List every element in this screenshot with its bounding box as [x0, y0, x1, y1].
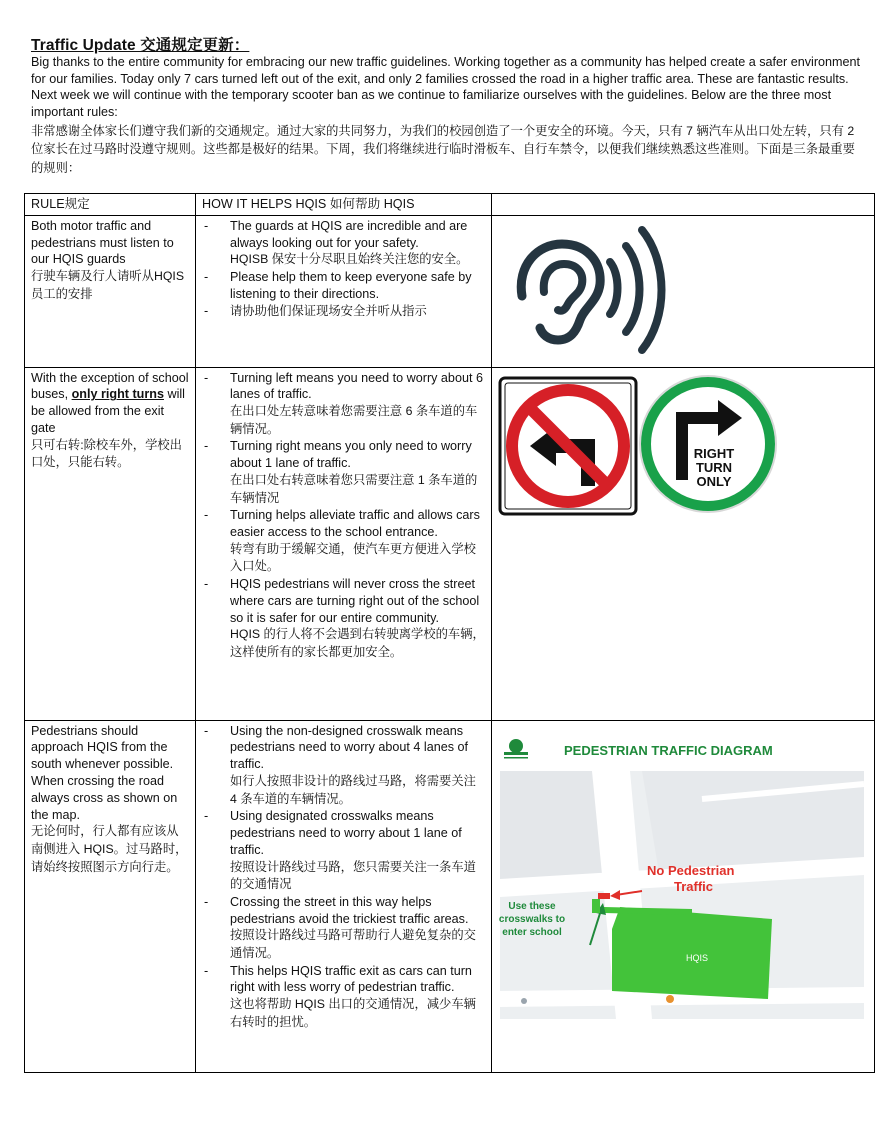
benefit-english: - Turning left means you need to worry about 6 lanes of traffic.	[230, 370, 483, 402]
image-cell	[492, 367, 875, 720]
benefit-chinese: 在出口处右转意味着您只需要注意 1 条车道的车辆情况	[230, 472, 478, 505]
benefit-item	[202, 507, 485, 576]
rules-table	[24, 193, 875, 1073]
traffic-signs	[492, 368, 782, 518]
image-cell	[492, 215, 875, 367]
benefit-english: - Turning helps alleviate traffic and allows cars easier access to the school entrance.	[230, 508, 480, 539]
benefit-english: - Turning right means you only need to worry about 1 lane of traffic.	[230, 439, 472, 471]
map-hqis-label: HQIS	[685, 952, 709, 963]
intro-chinese: 非常感谢全体家长们遵守我们新的交通规定。通过大家的共同努力，为我们的校园创造了一个更安全的环境。今天，只有 7 辆汽车从出口处左转，只有 2 位家长在过马路时没遵守规则。这些都是极好的结果。下周，我们将继续进行临时滑板车、自行车禁令，以便我们继续熟悉这些准则。下面是三条最重要的规则：	[31, 123, 855, 175]
right-turn-only-sign	[640, 376, 776, 512]
benefit-chinese: - 请协助他们保证现场安全并听从指示	[230, 303, 427, 318]
intro-english: Big thanks to the entire community for embracing our new traffic guidelines. Working together as a community has helped create a safer environment for our families. Today only 7 cars turned left out of the exit, and only 2 families crossed the road in a higher traffic area. These are fantastic results. Next week we will continue with the temporary scooter ban as we continue to familiarize ourselves with the guidelines. Below are the three most important rules:	[31, 55, 861, 120]
sign-text-only: ONLY	[696, 473, 732, 489]
rule-cell	[25, 215, 196, 367]
sign-text-right: RIGHT	[693, 445, 735, 461]
benefit-item	[202, 269, 485, 303]
map-crosswalk-note-1: Use these	[508, 900, 556, 912]
benefit-english: - The guards at HQIS are incredible and are always looking out for your safety.	[230, 218, 468, 250]
rule-emphasis: only right turns	[71, 387, 164, 402]
rule-chinese: 行驶车辆及行人请听从HQIS员工的安排	[31, 269, 185, 301]
benefit-item	[202, 723, 485, 809]
benefit-chinese: 如行人按照非设计的路线过马路，将需要关注 4 条车道的车辆情况。	[230, 773, 476, 806]
benefit-cell	[196, 367, 492, 720]
benefit-english: - This helps HQIS traffic exit as cars can turn right with less worry of pedestrian traffic.	[230, 963, 472, 995]
map-crosswalk-note-2: crosswalks to	[498, 913, 566, 925]
table-row	[25, 367, 875, 720]
benefit-english: - Using designated crosswalks means pedestrians need to worry about 1 lane of traffic.	[230, 809, 462, 857]
map-title: PEDESTRIAN TRAFFIC DIAGRAM	[564, 742, 773, 758]
benefit-item	[202, 438, 485, 507]
benefit-cell	[196, 215, 492, 367]
pedestrian-traffic-map	[492, 729, 875, 1029]
benefit-chinese: 这也将帮助 HQIS 出口的交通情况，减少车辆右转时的担忧。	[230, 997, 476, 1029]
benefit-item	[202, 963, 485, 1032]
ear-listening-icon	[492, 216, 702, 362]
benefit-item	[202, 303, 485, 321]
benefit-english: - Please help them to keep everyone safe by listening to their directions.	[230, 269, 472, 301]
rule-cell	[25, 367, 196, 720]
page-title: Traffic Update 交通规定更新：	[31, 37, 250, 54]
benefit-item	[202, 218, 485, 269]
benefit-english: - HQIS pedestrians will never cross the street where cars are turning right out of the school so it is safer for our entire community.	[230, 576, 480, 625]
table-header-row	[25, 194, 875, 216]
rule-english	[31, 370, 189, 437]
column-header-how-it-helps: HOW IT HELPS HQIS 如何帮助 HQIS	[196, 194, 492, 216]
map-crosswalk-note-3: enter school	[502, 926, 562, 938]
column-header-rule: RULE规定	[25, 194, 196, 216]
benefit-chinese: 按照设计路线过马路，您只需要关注一条车道的交通情况	[230, 859, 476, 892]
benefit-item	[202, 370, 485, 439]
sign-text-turn: TURN	[695, 459, 733, 475]
benefit-chinese: 按照设计路线过马路可帮助行人避免复杂的交通情况。	[230, 928, 476, 960]
benefit-chinese: HQIS 的行人将不会遇到右转驶离学校的车辆，这样使所有的家长都更加安全。	[230, 627, 485, 659]
rule-cell	[25, 720, 196, 1072]
image-cell	[492, 720, 875, 1072]
rule-chinese: 只可右转:除校车外，学校出口处，只能右转。	[31, 437, 182, 470]
benefit-item	[202, 894, 485, 963]
benefit-english: - Using the non-designed crosswalk means pedestrians need to worry about 4 lanes of traffic.	[230, 723, 469, 772]
rule-english: Pedestrians should approach HQIS from the south whenever possible. When crossing the road always cross as shown on the map.	[31, 723, 178, 822]
benefit-chinese: 转弯有助于缓解交通，使汽车更方便进入学校入口处。	[230, 541, 476, 574]
benefit-item	[202, 576, 485, 662]
map-no-pedestrian-1: No Pedestrian	[647, 862, 735, 878]
benefit-english: - Crossing the street in this way helps pedestrians avoid the trickiest traffic areas.	[230, 894, 469, 926]
rule-chinese: 无论何时，行人都有应该从南侧进入 HQIS。过马路时，请始终按照图示方向行走。	[31, 824, 188, 874]
map-no-pedestrian-2: Traffic	[674, 878, 714, 894]
benefit-item	[202, 808, 485, 894]
intro-text	[31, 54, 861, 177]
table-row	[25, 720, 875, 1072]
rule-english: Both motor traffic and pedestrians must listen to our HQIS guards	[31, 218, 174, 267]
benefit-chinese: 在出口处左转意味着您需要注意 6 条车道的车辆情况。	[230, 404, 478, 436]
rule-text: will be allowed from the exit gate	[31, 387, 185, 435]
school-logo	[504, 739, 528, 759]
rule-text: With the exception of school buses,	[31, 370, 189, 402]
column-header-image	[492, 194, 875, 216]
no-left-turn-sign	[500, 378, 636, 514]
table-row	[25, 215, 875, 367]
benefit-chinese: HQISB 保安十分尽职且始终关注您的安全。	[230, 252, 469, 267]
benefit-cell	[196, 720, 492, 1072]
